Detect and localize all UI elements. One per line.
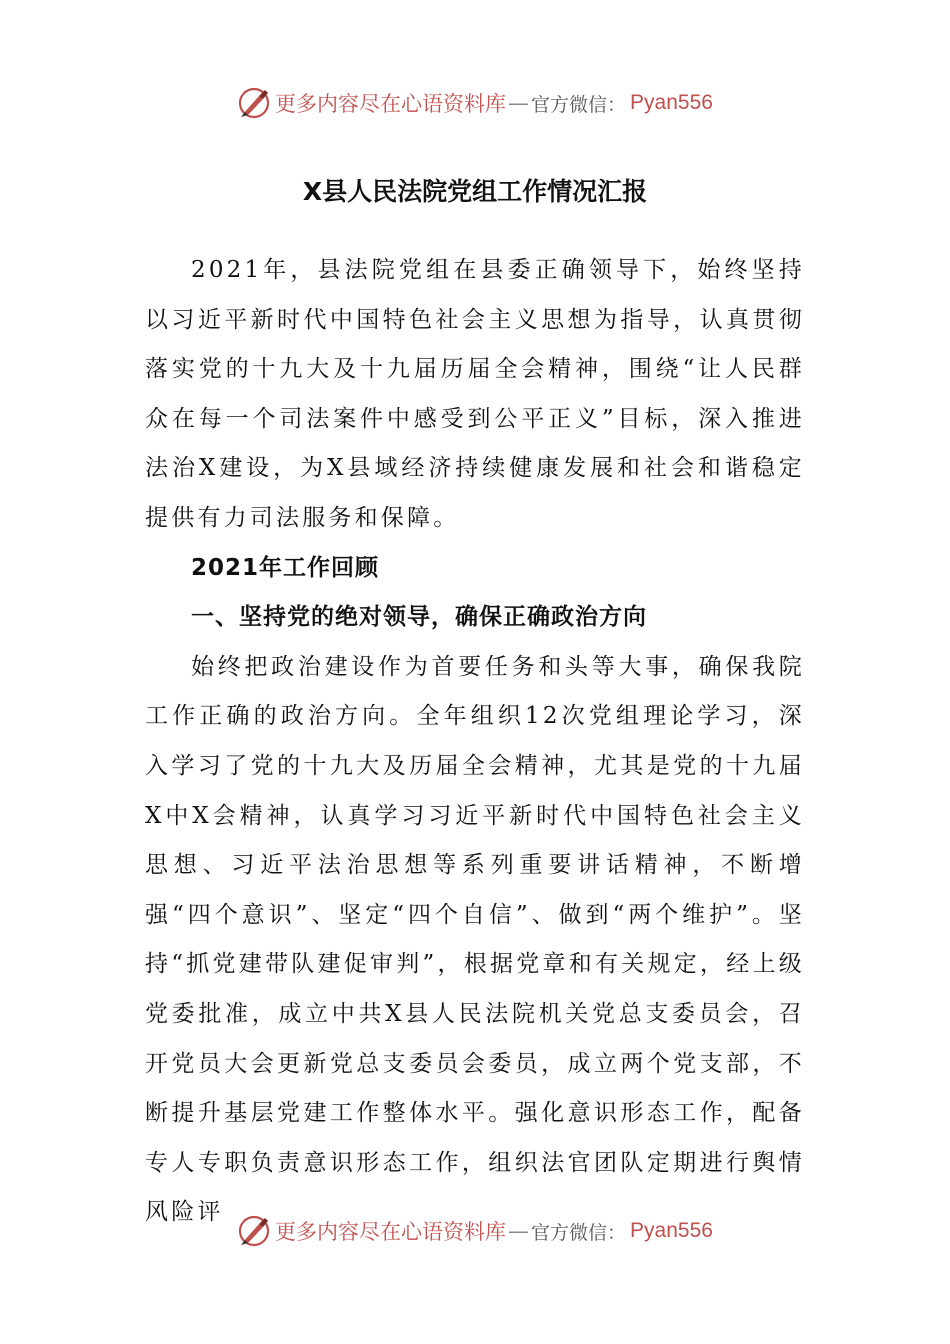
pen-logo-icon <box>237 1214 271 1248</box>
document-title: X县人民法院党组工作情况汇报 <box>302 177 648 206</box>
banner-text: 更多内容尽在心语资料库 <box>275 92 507 116</box>
banner-wechat-id: Pyan556 <box>630 91 713 114</box>
banner-separator: — <box>508 91 530 115</box>
banner-wechat-id: Pyan556 <box>630 1219 713 1242</box>
intro-paragraph: 2021年，县法院党组在县委正确领导下，始终坚持以习近平新时代中国特色社会主义思想为指导，认真贯彻落实党的十九大及十九届历届全会精神，围绕“让人民群众在每一个司法案件中感受到公平正义”目标，深入推进法治X建设，为X县域经济持续健康发展和社会和谐稳定提供有力司法服务和保障。 <box>145 257 805 531</box>
footer-watermark-banner <box>0 1211 950 1251</box>
section-heading: 2021年工作回顾 <box>191 554 380 581</box>
subsection-heading: 一、坚持党的绝对领导，确保正确政治方向 <box>191 604 647 631</box>
banner-wechat-label: 官方微信： <box>531 93 627 116</box>
body-paragraph: 始终把政治建设作为首要任务和头等大事，确保我院工作正确的政治方向。全年组织12次党组理论学习，深入学习了党的十九大及历届全会精神，尤其是党的十九届X中X会精神，认真学习习近平新时代中国特色社会主义思想、习近平法治思想等系列重要讲话精神，不断增强“四个意识”、坚定“四个自信”、做到“两个维护”。坚持“抓党建带队建促审判”，根据党章和有关规定，经上级党委批准，成立中共X县人民法院机关党总支委员会，召开党员大会更新党总支委员会委员，成立两个党支部，不断提升基层党建工作整体水平。强化意识形态工作，配备专人专职负责意识形态工作，组织法官团队定期进行舆情风险评 <box>145 653 805 1226</box>
header-watermark-banner <box>0 83 950 123</box>
document-body <box>145 246 805 1238</box>
banner-text: 更多内容尽在心语资料库 <box>275 1220 507 1244</box>
banner-wechat-label: 官方微信： <box>531 1221 627 1244</box>
pen-logo-icon <box>237 86 271 120</box>
banner-separator: — <box>508 1219 530 1243</box>
